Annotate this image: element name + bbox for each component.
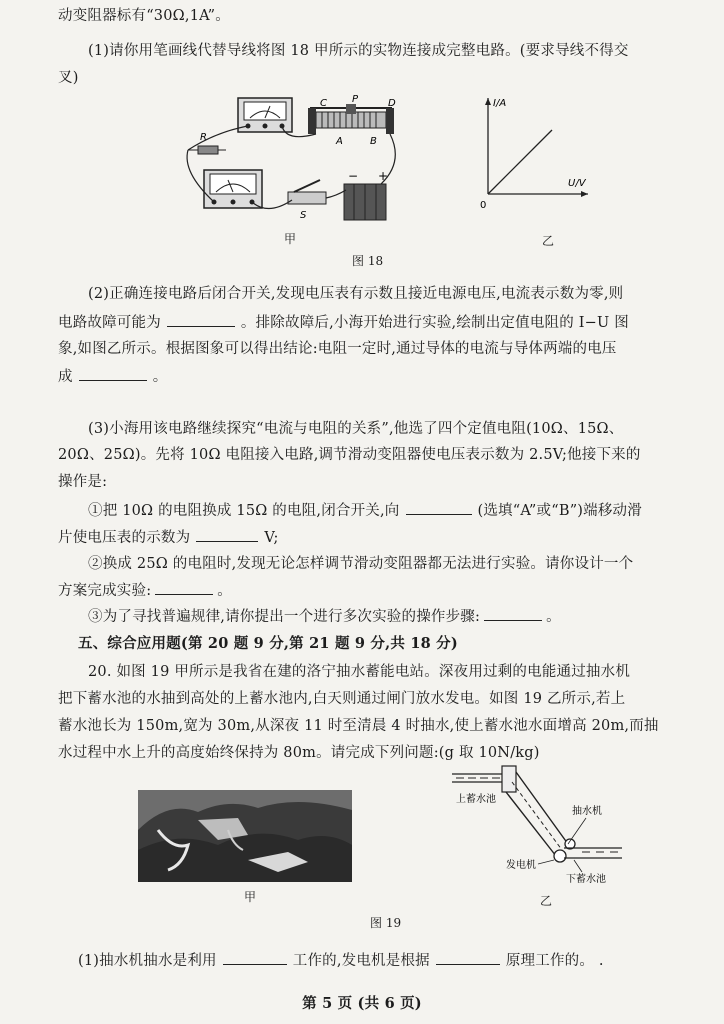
figure-19-caption: 图 19 bbox=[370, 916, 402, 930]
graph-origin: 0 bbox=[480, 200, 487, 211]
label-minus: − bbox=[348, 169, 359, 183]
problem-20-line4: 水过程中水上升的高度始终保持为 80m。请完成下列问题:(g 取 10N/kg) bbox=[58, 745, 540, 761]
figure-19-photo bbox=[138, 790, 352, 882]
label-pump: 抽水机 bbox=[572, 806, 602, 817]
label-plus: + bbox=[378, 169, 389, 183]
label-b: B bbox=[370, 136, 377, 147]
section-5-heading: 五、综合应用题(第 20 题 9 分,第 21 题 9 分,共 18 分) bbox=[78, 635, 458, 652]
figure-18-left-label: 甲 bbox=[284, 232, 297, 246]
question-2-line4: 成 。 bbox=[58, 366, 167, 387]
problem-20-line2: 把下蓄水池的水抽到高处的上蓄水池内,白天则通过闸门放水发电。如图 19 乙所示,若上 bbox=[58, 691, 626, 707]
answer-blank[interactable] bbox=[196, 527, 258, 542]
battery-icon bbox=[344, 184, 386, 220]
figure-19-right-label: 乙 bbox=[540, 894, 553, 908]
question-3-line3: 操作是: bbox=[58, 474, 108, 490]
answer-blank[interactable] bbox=[484, 606, 542, 621]
question-1-line2: 叉) bbox=[58, 70, 79, 86]
figure-19-left-label: 甲 bbox=[244, 890, 257, 904]
text-line: 动变阻器标有“30Ω,1A”。 bbox=[58, 8, 230, 24]
graph-x-label: U/V bbox=[568, 178, 586, 189]
label-d: D bbox=[388, 98, 396, 109]
question-1-line1: (1)请你用笔画线代替导线将图 18 甲所示的实物连接成完整电路。(要求导线不得交 bbox=[88, 43, 629, 59]
switch-icon bbox=[288, 180, 326, 204]
label-c: C bbox=[320, 98, 327, 109]
step-2-line1: ②换成 25Ω 的电阻时,发现无论怎样调节滑动变阻器都无法进行实验。请你设计一个 bbox=[88, 556, 634, 572]
answer-blank[interactable] bbox=[79, 366, 147, 381]
answer-blank[interactable] bbox=[223, 950, 287, 965]
answer-blank[interactable] bbox=[436, 950, 500, 965]
question-2-line2: 电路故障可能为 。排除故障后,小海开始进行实验,绘制出定值电阻的 I−U 图 bbox=[58, 312, 629, 333]
label-lower-reservoir: 下蓄水池 bbox=[566, 874, 606, 884]
question-3-line2: 20Ω、25Ω)。先将 10Ω 电阻接入电路,调节滑动变阻器使电压表示数为 2.5V;他接下来的 bbox=[58, 447, 641, 463]
label-upper-reservoir: 上蓄水池 bbox=[456, 794, 496, 805]
step-3-line: ③为了寻找普遍规律,请你提出一个进行多次实验的操作步骤: 。 bbox=[88, 606, 561, 627]
problem-20-line1: 20. 如图 19 甲所示是我省在建的洛宁抽水蓄能电站。深夜用过剩的电能通过抽水机 bbox=[88, 664, 631, 680]
figure-18-iu-graph bbox=[478, 88, 598, 214]
voltmeter-icon bbox=[204, 170, 262, 208]
label-r: R bbox=[200, 132, 207, 143]
figure-18-circuit bbox=[176, 92, 416, 232]
question-2-line1: (2)正确连接电路后闭合开关,发现电压表有示数且接近电源电压,电流表示数为零,则 bbox=[88, 286, 624, 302]
label-s: S bbox=[300, 210, 307, 221]
answer-blank[interactable] bbox=[167, 312, 235, 327]
question-2-line3: 象,如图乙所示。根据图象可以得出结论:电阻一定时,通过导体的电流与导体两端的电压 bbox=[58, 341, 617, 357]
question-3-line1: (3)小海用该电路继续探究“电流与电阻的关系”,他选了四个定值电阻(10Ω、15Ω、 bbox=[88, 421, 624, 437]
step-1-line1: ①把 10Ω 的电阻换成 15Ω 的电阻,闭合开关,向 (选填“A”或“B”)端移动滑 bbox=[88, 500, 642, 521]
step-1-line2: 片使电压表的示数为 V; bbox=[58, 527, 279, 548]
problem-20-line3: 蓄水池长为 150m,宽为 30m,从深夜 11 时至清晨 4 时抽水,使上蓄水池水面增高 20m,而抽 bbox=[58, 718, 659, 734]
figure-19-diagram bbox=[446, 760, 626, 884]
label-a: A bbox=[336, 136, 343, 147]
figure-18-right-label: 乙 bbox=[542, 234, 555, 248]
graph-y-label: I/A bbox=[493, 98, 507, 109]
answer-blank[interactable] bbox=[406, 500, 472, 515]
step-2-line2: 方案完成实验: 。 bbox=[58, 580, 232, 601]
resistor-icon bbox=[188, 146, 226, 154]
label-generator: 发电机 bbox=[506, 860, 536, 871]
page-footer: 第 5 页 (共 6 页) bbox=[302, 995, 422, 1012]
answer-blank[interactable] bbox=[155, 580, 213, 595]
problem-20-q1: (1)抽水机抽水是利用 工作的,发电机是根据 原理工作的。 . bbox=[78, 950, 604, 971]
label-p: P bbox=[352, 94, 359, 105]
figure-18-caption: 图 18 bbox=[352, 254, 384, 268]
